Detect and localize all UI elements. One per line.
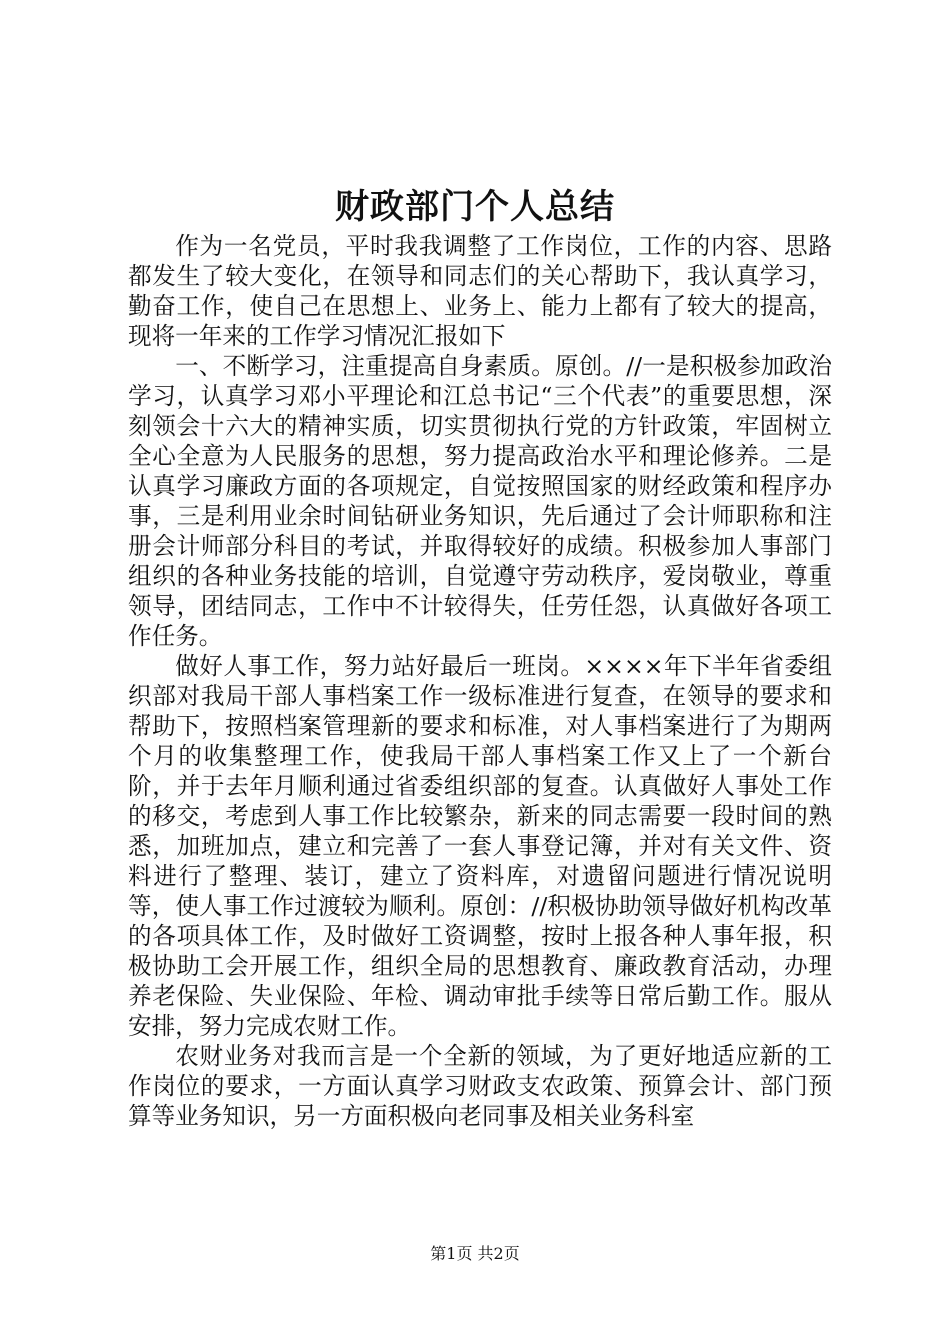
paragraph-agri-finance: 农财业务对我而言是一个全新的领域，为了更好地适应新的工作岗位的要求，一方面认真学习财政支农政策、预算会计、部门预算等业务知识，另一方面积极向老同事及相关业务科室 bbox=[128, 1042, 832, 1130]
document-body bbox=[128, 231, 832, 1131]
paragraph-study: 一、不断学习，注重提高自身素质。原创。//一是积极参加政治学习，认真学习邓小平理论和江总书记“三个代表”的重要思想，深刻领会十六大的精神实质，切实贯彻执行党的方针政策，牢固树立全心全意为人民服务的思想，努力提高政治水平和理论修养。二是认真学习廉政方面的各项规定，自觉按照国家的财经政策和程序办事，三是利用业余时间钻研业务知识，先后通过了会计师职称和注册会计师部分科目的考试，并取得较好的成绩。积极参加人事部门组织的各种业务技能的培训，自觉遵守劳动秩序，爱岗敬业，尊重领导，团结同志，工作中不计较得失，任劳任怨，认真做好各项工作任务。 bbox=[128, 352, 832, 650]
paragraph-intro: 作为一名党员，平时我我调整了工作岗位，工作的内容、思路都发生了较大变化，在领导和同志们的关心帮助下，我认真学习，勤奋工作，使自己在思想上、业务上、能力上都有了较大的提高，现将一年来的工作学习情况汇报如下 bbox=[128, 232, 832, 350]
page-footer: 第1页 共2页 bbox=[430, 1244, 520, 1263]
paragraph-personnel: 做好人事工作，努力站好最后一班岗。××××年下半年省委组织部对我局干部人事档案工作一级标准进行复查，在领导的要求和帮助下，按照档案管理新的要求和标准，对人事档案进行了为期两个月的收集整理工作，使我局干部人事档案工作又上了一个新台阶，并于去年月顺利通过省委组织部的复查。认真做好人事处工作的移交，考虑到人事工作比较繁杂，新来的同志需要一段时间的熟悉，加班加点，建立和完善了一套人事登记簿，并对有关文件、资料进行了整理、装订，建立了资料库，对遗留问题进行情况说明等，使人事工作过渡较为顺利。原创：//积极协助领导做好机构改革的各项具体工作，及时做好工资调整，按时上报各种人事年报，积极协助工会开展工作，组织全局的思想教育、廉政教育活动，办理养老保险、失业保险、年检、调动审批手续等日常后勤工作。服从安排，努力完成农财工作。 bbox=[128, 652, 832, 1040]
document-title: 财政部门个人总结 bbox=[335, 187, 615, 227]
